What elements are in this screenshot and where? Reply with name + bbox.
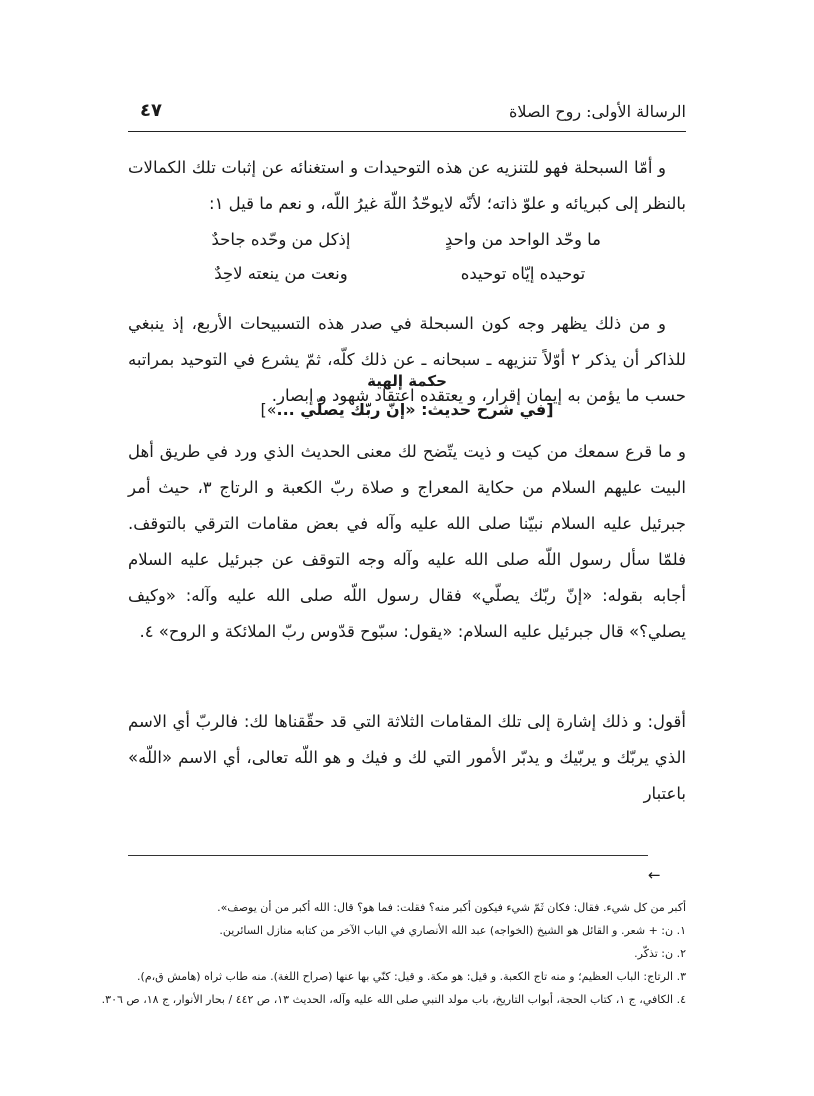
paragraph-4 bbox=[128, 704, 686, 812]
paragraph-3 bbox=[128, 434, 686, 650]
footnote-3: ٣. الرتاج: الباب العظيم؛ و منه تاج الكعبة. و قيل: هو مكة. و قيل: كنّي بها عنها (صراح اللغة). منه طاب ثراه (هامش ق،م). bbox=[137, 970, 686, 983]
poem-line-2-second-hemistich: ونعت من ينعته لاحِدٌ bbox=[214, 264, 348, 283]
poem-line-1-first-hemistich: ما وحّد الواحد من واحدٍ bbox=[444, 230, 602, 249]
footnote-4: ٤. الكافي، ج ١، كتاب الحجة، أبواب التاريخ، باب مولد النبي صلى الله عليه وآله، الحديث ١٣، ص ٤٤٢ / بحار الأنوار، ج ١٨، ص ٣٠٦. bbox=[101, 993, 686, 1006]
page-number: ٤٧ bbox=[140, 100, 162, 121]
section-subtitle-quote: إنّ ربّك يصلّي ... bbox=[276, 400, 406, 419]
paragraph-4-text: أقول: و ذلك إشارة إلى تلك المقامات الثلاثة التي قد حقّقناها لك: فالربّ أي الاسم الذي يربّك و يربّيك و يدبّر الأمور التي لك و فيك و هو اللّه تعالى، أي الاسم «اللّه» باعتبار bbox=[128, 712, 686, 803]
running-title: الرسالة الأولى: روح الصلاة bbox=[509, 102, 686, 121]
footnote-1: ١. ن: + شعر. و القائل هو الشيخ (الخواجه) عبد الله الأنصاري في الباب الآخر من كتابه منازل السائرين. bbox=[219, 924, 686, 937]
header-divider bbox=[128, 131, 686, 132]
paragraph-3-text: و ما قرع سمعك من كيت و ذيت يتّضح لك معنى الحديث الذي ورد في طريق أهل البيت عليهم السلام من حكاية المعراج و صلاة ربّ الكعبة و الرتاج ٣، حيث أمر جبرئيل عليه السلام نبيّنا صلى الله عليه وآله في بعض مقامات الترقي بالتوقف. فلمّا سأل رسول اللّه صلى الله عليه وآله وجه التوقف عن جبرئيل عليه السلام أجابه بقوله: «إنّ ربّك يصلّي» فقال رسول اللّه صلى الله عليه وآله: «وكيف يصلي؟» قال جبرئيل عليه السلام: «يقول: سبّوح قدّوس ربّ الملائكة و الروح» ٤. bbox=[128, 442, 686, 641]
footnote-continuation: أكبر من كل شيء. فقال: فكان ثَمّ شيء فيكون أكبر منه؟ فقلت: فما هو؟ قال: الله أكبر من أن يوصف». bbox=[217, 901, 686, 914]
section-subtitle-prefix: [في شرح حديث: « bbox=[405, 400, 554, 419]
poem-line-1-second-hemistich: إذكل من وحّده جاحدٌ bbox=[211, 230, 351, 249]
poem-line-2 bbox=[128, 264, 686, 296]
paragraph-2-text: و من ذلك يظهر وجه كون السبحلة في صدر هذه التسبيحات الأربع، إذ ينبغي للذاكر أن يذكر ٢ أوّلاً تنزيهه ـ سبحانه ـ عن ذلك كلّه، ثمّ يشرع في التوحيد بمراتبه حسب ما يؤمن به إيمان إقرار، و يعتقده اعتقاد شهود و إبصار. bbox=[128, 314, 687, 405]
paragraph-1 bbox=[128, 150, 686, 222]
paragraph-1-text: و أمّا السبحلة فهو للتنزيه عن هذه التوحيدات و استغنائه عن إثبات تلك الكمالات بالنظر إلى كبريائه و علوّ ذاته؛ لأنّه لايوحّدُ اللّهَ غيرُ اللّه، و نعم ما قيل ١: bbox=[128, 158, 686, 213]
poem-line-2-first-hemistich: توحيده إيّاه توحيده bbox=[460, 264, 586, 283]
footnote-2: ٢. ن: تذكّر. bbox=[634, 947, 686, 960]
section-subtitle-suffix: »] bbox=[260, 400, 277, 419]
paragraph-2 bbox=[128, 306, 686, 414]
footnote-divider bbox=[128, 855, 648, 856]
section-title: حكمة إلهية bbox=[367, 372, 447, 390]
poem-line-1 bbox=[128, 230, 686, 262]
page-header bbox=[128, 98, 686, 128]
continuation-arrow-icon: ← bbox=[648, 866, 661, 884]
section-subtitle bbox=[128, 400, 686, 419]
footnotes bbox=[101, 896, 686, 1011]
